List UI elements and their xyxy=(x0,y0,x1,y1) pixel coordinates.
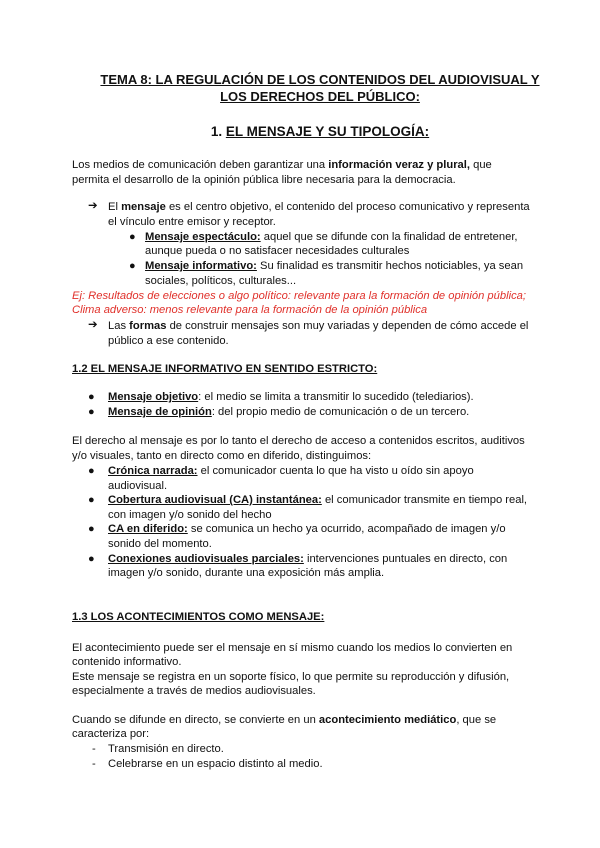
arrow-item-1-line2: el vínculo entre emisor y receptor. xyxy=(108,216,276,228)
bullet-icon: ● xyxy=(88,553,95,565)
section-1-2-heading: 1.2 EL MENSAJE INFORMATIVO EN SENTIDO ESTRICTO: xyxy=(72,363,378,375)
section-1-label: EL MENSAJE Y SU TIPOLOGÍA: xyxy=(225,124,430,139)
event-paragraph-2-line1: Este mensaje se registra en un soporte físico, lo que permite su reproducción y difusión, xyxy=(72,671,510,683)
dash-icon: - xyxy=(92,743,96,755)
arrow2-bold: formas xyxy=(129,320,167,332)
kind-4-term: Conexiones audiovisuales parciales: xyxy=(108,553,304,565)
arrow-item-2-line2: público a ese contenido. xyxy=(108,335,229,347)
arrow2-text-end: de construir mensajes son muy variadas y dependen de cómo accede el xyxy=(166,320,529,332)
section-1-3-heading: 1.3 LOS ACONTECIMIENTOS COMO MENSAJE: xyxy=(72,611,325,623)
section-1-heading xyxy=(60,124,580,140)
example-line-2: Clima adverso: menos relevante para la formación de la opinión pública xyxy=(72,304,428,316)
informative-item-2 xyxy=(108,405,469,420)
event-paragraph-1-line1: El acontecimiento puede ser el mensaje en sí mismo cuando los medios lo convierten en xyxy=(72,642,513,654)
bullet-icon: ● xyxy=(88,465,95,477)
intro-text-end: que xyxy=(470,159,492,171)
kind-1-term: Crónica narrada: xyxy=(108,465,198,477)
intro-line-1 xyxy=(72,158,492,173)
arrow-icon: ➔ xyxy=(88,319,98,331)
section-1-number: 1. xyxy=(210,124,223,139)
kind-2-term: Cobertura audiovisual (CA) instantánea: xyxy=(108,494,322,506)
kind-3-term: CA en diferido: xyxy=(108,523,188,535)
bullet-icon: ● xyxy=(88,391,95,403)
bullet-icon: ● xyxy=(88,494,95,506)
kind-1-line2: audiovisual. xyxy=(108,480,168,492)
intro-bold: información veraz y plural, xyxy=(328,159,470,171)
arrow1-text-end: es el centro objetivo, el contenido del proceso comunicativo y representa xyxy=(165,201,530,213)
bullet-icon: ● xyxy=(88,406,95,418)
msg-type-1-line2: aunque pueda o no satisfacer necesidades culturales xyxy=(145,245,410,257)
document-title-line2: LOS DERECHOS DEL PÚBLICO: xyxy=(220,89,420,104)
informative-item-1 xyxy=(108,390,474,405)
arrow-item-2-line1 xyxy=(108,319,528,334)
msg-type-1-line1 xyxy=(145,230,518,245)
msg-type-2-line2: sociales, políticos, culturales... xyxy=(145,275,297,287)
event-p3-text: Cuando se difunde en directo, se convierte en un xyxy=(72,714,319,726)
kind-3-text: se comunica un hecho ya ocurrido, acompañado de imagen y/o xyxy=(187,523,506,535)
example-line-1: Ej: Resultados de elecciones o algo político: relevante para la formación de opinión pública; xyxy=(72,290,526,302)
dash-icon: - xyxy=(92,758,96,770)
kind-2-line1 xyxy=(108,493,527,508)
event-paragraph-1-line2: contenido informativo. xyxy=(72,656,182,668)
kind-3-line2: sonido del momento. xyxy=(108,538,212,550)
kind-4-text: intervenciones puntuales en directo, con xyxy=(303,553,508,565)
msg-type-2-text: Su finalidad es transmitir hechos noticiables, ya sean xyxy=(256,260,524,272)
informative-item-2-term: Mensaje de opinión xyxy=(108,406,212,418)
kind-2-text: el comunicador transmite en tiempo real, xyxy=(321,494,528,506)
bullet-icon: ● xyxy=(129,231,136,243)
kind-3-line1 xyxy=(108,522,506,537)
kind-1-line1 xyxy=(108,464,474,479)
intro-text: Los medios de comunicación deben garantizar una xyxy=(72,159,329,171)
msg-type-1-term: Mensaje espectáculo: xyxy=(145,231,261,243)
right-paragraph-line-2: y/o visuales, tanto en directo como en diferido, distinguimos: xyxy=(72,450,372,462)
event-paragraph-3-line1 xyxy=(72,713,496,728)
arrow1-bold: mensaje xyxy=(121,201,166,213)
kind-1-text: el comunicador cuenta lo que ha visto u oído sin apoyo xyxy=(197,465,474,477)
arrow1-text: El xyxy=(108,201,122,213)
arrow-icon: ➔ xyxy=(88,200,98,212)
bullet-icon: ● xyxy=(88,523,95,535)
kind-4-line1 xyxy=(108,552,507,567)
document-title-line1: TEMA 8: LA REGULACIÓN DE LOS CONTENIDOS DEL AUDIOVISUAL Y xyxy=(100,72,540,87)
informative-item-1-text: : el medio se limita a transmitir lo sucedido (telediarios). xyxy=(198,391,474,403)
kind-2-line2: con imagen y/o sonido del hecho xyxy=(108,509,272,521)
arrow2-text: Las xyxy=(108,320,130,332)
dash-item-1: Transmisión en directo. xyxy=(108,743,224,755)
msg-type-2-line1 xyxy=(145,259,523,274)
dash-item-2: Celebrarse en un espacio distinto al medio. xyxy=(108,758,323,770)
msg-type-1-text: aquel que se difunde con la finalidad de entretener, xyxy=(260,231,518,243)
msg-type-2-term: Mensaje informativo: xyxy=(145,260,257,272)
event-paragraph-3-line2: caracteriza por: xyxy=(72,728,150,740)
event-paragraph-2-line2: especialmente a través de medios audiovisuales. xyxy=(72,685,316,697)
intro-line-2: permita el desarrollo de la opinión pública libre necesaria para la democracia. xyxy=(72,174,456,186)
event-p3-text-end: , que se xyxy=(456,714,497,726)
informative-item-1-term: Mensaje objetivo xyxy=(108,391,199,403)
right-paragraph-line-1: El derecho al mensaje es por lo tanto el derecho de acceso a contenidos escritos, auditivos xyxy=(72,435,525,447)
arrow-item-1-line1 xyxy=(108,200,530,215)
bullet-icon: ● xyxy=(129,260,136,272)
informative-item-2-text: : del propio medio de comunicación o de un tercero. xyxy=(211,406,470,418)
event-p3-bold: acontecimiento mediático xyxy=(318,714,457,726)
kind-4-line2: imagen y/o sonido, durante una exposición más amplia. xyxy=(108,567,385,579)
